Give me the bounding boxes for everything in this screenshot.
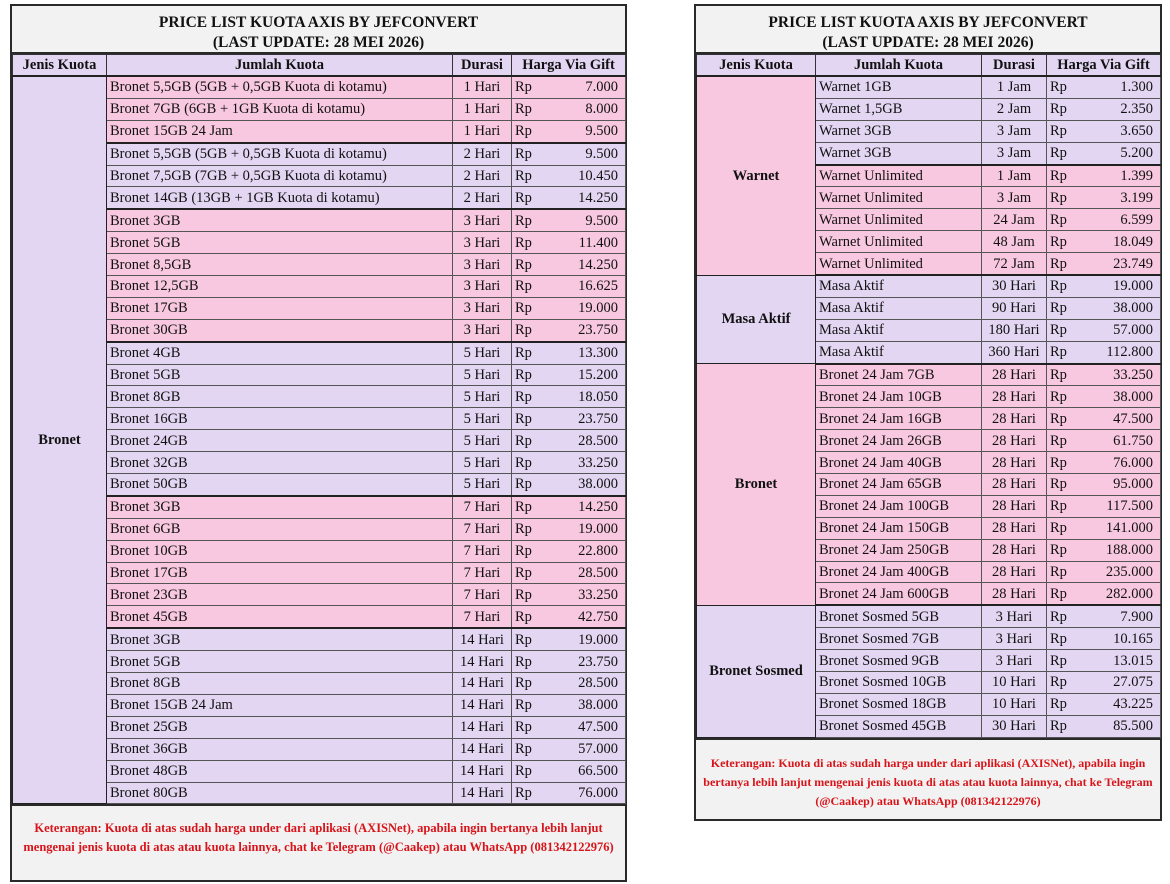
durasi-cell: 7 Hari bbox=[453, 584, 512, 606]
price-cell: 8.000 bbox=[552, 98, 626, 120]
currency-cell: Rp bbox=[1047, 452, 1085, 474]
currency-cell: Rp bbox=[1047, 495, 1085, 517]
kuota-cell: Bronet 5GB bbox=[107, 651, 453, 673]
kuota-cell: Bronet 36GB bbox=[107, 738, 453, 760]
currency-cell: Rp bbox=[1047, 253, 1085, 275]
table-row bbox=[697, 76, 1161, 98]
currency-cell: Rp bbox=[1047, 364, 1085, 386]
currency-cell: Rp bbox=[1047, 209, 1085, 231]
header-harga: Harga Via Gift bbox=[1047, 55, 1161, 77]
durasi-cell: 28 Hari bbox=[982, 364, 1047, 386]
price-cell: 11.400 bbox=[552, 232, 626, 254]
durasi-cell: 24 Jam bbox=[982, 209, 1047, 231]
currency-cell: Rp bbox=[512, 276, 552, 298]
kuota-cell: Masa Aktif bbox=[816, 275, 982, 297]
price-cell: 76.000 bbox=[552, 782, 626, 804]
left-header-row bbox=[13, 55, 626, 77]
price-cell: 76.000 bbox=[1085, 452, 1161, 474]
price-cell: 15.200 bbox=[552, 364, 626, 386]
durasi-cell: 3 Jam bbox=[982, 187, 1047, 209]
currency-cell: Rp bbox=[512, 297, 552, 319]
kuota-cell: Bronet 24 Jam 400GB bbox=[816, 561, 982, 583]
currency-cell: Rp bbox=[1047, 187, 1085, 209]
kuota-cell: Bronet 6GB bbox=[107, 518, 453, 540]
kuota-cell: Bronet 24 Jam 600GB bbox=[816, 583, 982, 605]
currency-cell: Rp bbox=[512, 254, 552, 276]
price-cell: 13.300 bbox=[552, 342, 626, 364]
header-harga: Harga Via Gift bbox=[512, 55, 626, 77]
price-cell: 9.500 bbox=[552, 143, 626, 165]
price-cell: 3.199 bbox=[1085, 187, 1161, 209]
durasi-cell: 3 Jam bbox=[982, 142, 1047, 164]
kuota-cell: Bronet Sosmed 45GB bbox=[816, 715, 982, 737]
kuota-cell: Bronet 24 Jam 65GB bbox=[816, 474, 982, 496]
price-cell: 9.500 bbox=[552, 209, 626, 231]
kuota-cell: Warnet 3GB bbox=[816, 120, 982, 142]
price-cell: 33.250 bbox=[1085, 364, 1161, 386]
currency-cell: Rp bbox=[512, 452, 552, 474]
durasi-cell: 14 Hari bbox=[453, 782, 512, 804]
price-cell: 13.015 bbox=[1085, 650, 1161, 672]
currency-cell: Rp bbox=[512, 694, 552, 716]
kuota-cell: Bronet 8,5GB bbox=[107, 254, 453, 276]
durasi-cell: 3 Hari bbox=[453, 319, 512, 341]
durasi-cell: 14 Hari bbox=[453, 694, 512, 716]
price-cell: 85.500 bbox=[1085, 715, 1161, 737]
price-cell: 38.000 bbox=[552, 694, 626, 716]
price-cell: 23.750 bbox=[552, 408, 626, 430]
durasi-cell: 7 Hari bbox=[453, 518, 512, 540]
price-cell: 28.500 bbox=[552, 562, 626, 584]
durasi-cell: 28 Hari bbox=[982, 561, 1047, 583]
price-cell: 14.250 bbox=[552, 496, 626, 518]
group-label: Bronet bbox=[697, 364, 816, 606]
durasi-cell: 2 Hari bbox=[453, 165, 512, 187]
kuota-cell: Bronet 45GB bbox=[107, 606, 453, 628]
price-cell: 188.000 bbox=[1085, 539, 1161, 561]
durasi-cell: 3 Hari bbox=[453, 276, 512, 298]
header-durasi: Durasi bbox=[453, 55, 512, 77]
kuota-cell: Masa Aktif bbox=[816, 341, 982, 363]
currency-cell: Rp bbox=[1047, 275, 1085, 297]
kuota-cell: Bronet Sosmed 9GB bbox=[816, 650, 982, 672]
durasi-cell: 48 Jam bbox=[982, 231, 1047, 253]
header-jenis-kuota: Jenis Kuota bbox=[13, 55, 107, 77]
currency-cell: Rp bbox=[512, 364, 552, 386]
durasi-cell: 10 Hari bbox=[982, 672, 1047, 694]
kuota-cell: Bronet Sosmed 10GB bbox=[816, 672, 982, 694]
header-jenis-kuota: Jenis Kuota bbox=[697, 55, 816, 77]
kuota-cell: Bronet 8GB bbox=[107, 673, 453, 695]
price-cell: 19.000 bbox=[552, 297, 626, 319]
currency-cell: Rp bbox=[512, 518, 552, 540]
durasi-cell: 3 Hari bbox=[453, 254, 512, 276]
currency-cell: Rp bbox=[1047, 142, 1085, 164]
kuota-cell: Bronet 24GB bbox=[107, 430, 453, 452]
table-row bbox=[697, 275, 1161, 297]
price-cell: 1.399 bbox=[1085, 165, 1161, 187]
group-label: Warnet bbox=[697, 76, 816, 275]
currency-cell: Rp bbox=[1047, 76, 1085, 98]
price-cell: 19.000 bbox=[552, 628, 626, 650]
durasi-cell: 2 Jam bbox=[982, 98, 1047, 120]
durasi-cell: 14 Hari bbox=[453, 628, 512, 650]
durasi-cell: 30 Hari bbox=[982, 715, 1047, 737]
durasi-cell: 1 Hari bbox=[453, 98, 512, 120]
kuota-cell: Warnet Unlimited bbox=[816, 253, 982, 275]
durasi-cell: 5 Hari bbox=[453, 408, 512, 430]
left-table-body bbox=[13, 76, 626, 804]
currency-cell: Rp bbox=[512, 98, 552, 120]
currency-cell: Rp bbox=[512, 782, 552, 804]
kuota-cell: Bronet Sosmed 5GB bbox=[816, 605, 982, 627]
currency-cell: Rp bbox=[1047, 628, 1085, 650]
currency-cell: Rp bbox=[1047, 98, 1085, 120]
group-label: Masa Aktif bbox=[697, 275, 816, 364]
kuota-cell: Bronet 17GB bbox=[107, 562, 453, 584]
currency-cell: Rp bbox=[512, 386, 552, 408]
price-cell: 112.800 bbox=[1085, 341, 1161, 363]
right-table-body bbox=[697, 76, 1161, 737]
durasi-cell: 7 Hari bbox=[453, 562, 512, 584]
durasi-cell: 28 Hari bbox=[982, 517, 1047, 539]
table-row bbox=[13, 76, 626, 98]
durasi-cell: 2 Hari bbox=[453, 143, 512, 165]
price-cell: 3.650 bbox=[1085, 120, 1161, 142]
price-cell: 22.800 bbox=[552, 540, 626, 562]
currency-cell: Rp bbox=[1047, 517, 1085, 539]
durasi-cell: 14 Hari bbox=[453, 760, 512, 782]
left-title-line2: (LAST UPDATE: 28 MEI 2026) bbox=[212, 34, 425, 51]
kuota-cell: Bronet 80GB bbox=[107, 782, 453, 804]
price-cell: 61.750 bbox=[1085, 430, 1161, 452]
price-cell: 10.450 bbox=[552, 165, 626, 187]
kuota-cell: Masa Aktif bbox=[816, 297, 982, 319]
kuota-cell: Bronet 7,5GB (7GB + 0,5GB Kuota di kotamu) bbox=[107, 165, 453, 187]
price-cell: 235.000 bbox=[1085, 561, 1161, 583]
durasi-cell: 3 Hari bbox=[453, 297, 512, 319]
price-cell: 6.599 bbox=[1085, 209, 1161, 231]
durasi-cell: 7 Hari bbox=[453, 496, 512, 518]
kuota-cell: Bronet 5,5GB (5GB + 0,5GB Kuota di kotamu) bbox=[107, 143, 453, 165]
price-cell: 1.300 bbox=[1085, 76, 1161, 98]
durasi-cell: 3 Hari bbox=[982, 605, 1047, 627]
currency-cell: Rp bbox=[1047, 650, 1085, 672]
currency-cell: Rp bbox=[1047, 120, 1085, 142]
currency-cell: Rp bbox=[1047, 539, 1085, 561]
durasi-cell: 28 Hari bbox=[982, 495, 1047, 517]
currency-cell: Rp bbox=[512, 120, 552, 142]
price-cell: 18.050 bbox=[552, 386, 626, 408]
price-cell: 2.350 bbox=[1085, 98, 1161, 120]
currency-cell: Rp bbox=[1047, 715, 1085, 737]
durasi-cell: 5 Hari bbox=[453, 364, 512, 386]
kuota-cell: Bronet 5GB bbox=[107, 364, 453, 386]
kuota-cell: Bronet 24 Jam 26GB bbox=[816, 430, 982, 452]
currency-cell: Rp bbox=[1047, 297, 1085, 319]
kuota-cell: Bronet 3GB bbox=[107, 209, 453, 231]
kuota-cell: Warnet Unlimited bbox=[816, 231, 982, 253]
price-cell: 57.000 bbox=[552, 738, 626, 760]
durasi-cell: 360 Hari bbox=[982, 341, 1047, 363]
currency-cell: Rp bbox=[1047, 583, 1085, 605]
kuota-cell: Bronet 24 Jam 10GB bbox=[816, 386, 982, 408]
price-cell: 47.500 bbox=[1085, 408, 1161, 430]
kuota-cell: Warnet Unlimited bbox=[816, 187, 982, 209]
currency-cell: Rp bbox=[512, 738, 552, 760]
price-cell: 42.750 bbox=[552, 606, 626, 628]
price-cell: 27.075 bbox=[1085, 672, 1161, 694]
durasi-cell: 1 Jam bbox=[982, 76, 1047, 98]
durasi-cell: 3 Jam bbox=[982, 120, 1047, 142]
durasi-cell: 1 Jam bbox=[982, 165, 1047, 187]
currency-cell: Rp bbox=[1047, 231, 1085, 253]
kuota-cell: Warnet 1,5GB bbox=[816, 98, 982, 120]
kuota-cell: Warnet Unlimited bbox=[816, 209, 982, 231]
header-durasi: Durasi bbox=[982, 55, 1047, 77]
right-title-line2: (LAST UPDATE: 28 MEI 2026) bbox=[822, 34, 1034, 51]
price-cell: 7.000 bbox=[552, 76, 626, 98]
durasi-cell: 28 Hari bbox=[982, 386, 1047, 408]
currency-cell: Rp bbox=[1047, 474, 1085, 496]
durasi-cell: 28 Hari bbox=[982, 539, 1047, 561]
durasi-cell: 2 Hari bbox=[453, 187, 512, 209]
durasi-cell: 1 Hari bbox=[453, 76, 512, 98]
currency-cell: Rp bbox=[512, 562, 552, 584]
durasi-cell: 3 Hari bbox=[453, 209, 512, 231]
price-cell: 57.000 bbox=[1085, 319, 1161, 341]
durasi-cell: 180 Hari bbox=[982, 319, 1047, 341]
currency-cell: Rp bbox=[512, 232, 552, 254]
currency-cell: Rp bbox=[1047, 341, 1085, 363]
left-note: Keterangan: Kuota di atas sudah harga under dari aplikasi (AXISNet), apabila ingin bertanya lebih lanjut mengenai jenis kuota di atas atau kuota lainnya, chat ke Telegram (@Caakep) atau WhatsApp (081342122976) bbox=[12, 804, 625, 857]
currency-cell: Rp bbox=[512, 540, 552, 562]
price-cell: 33.250 bbox=[552, 452, 626, 474]
right-title bbox=[696, 6, 1160, 54]
kuota-cell: Bronet 23GB bbox=[107, 584, 453, 606]
kuota-cell: Bronet 50GB bbox=[107, 474, 453, 496]
durasi-cell: 5 Hari bbox=[453, 474, 512, 496]
kuota-cell: Warnet Unlimited bbox=[816, 165, 982, 187]
durasi-cell: 14 Hari bbox=[453, 738, 512, 760]
kuota-cell: Bronet 24 Jam 7GB bbox=[816, 364, 982, 386]
currency-cell: Rp bbox=[512, 430, 552, 452]
currency-cell: Rp bbox=[1047, 386, 1085, 408]
durasi-cell: 28 Hari bbox=[982, 583, 1047, 605]
durasi-cell: 3 Hari bbox=[982, 628, 1047, 650]
kuota-cell: Bronet 5GB bbox=[107, 232, 453, 254]
currency-cell: Rp bbox=[512, 584, 552, 606]
right-price-table bbox=[696, 54, 1161, 738]
price-cell: 43.225 bbox=[1085, 693, 1161, 715]
currency-cell: Rp bbox=[512, 209, 552, 231]
table-row bbox=[697, 605, 1161, 627]
durasi-cell: 28 Hari bbox=[982, 474, 1047, 496]
kuota-cell: Bronet 14GB (13GB + 1GB Kuota di kotamu) bbox=[107, 187, 453, 209]
kuota-cell: Bronet 25GB bbox=[107, 716, 453, 738]
durasi-cell: 72 Jam bbox=[982, 253, 1047, 275]
price-cell: 14.250 bbox=[552, 187, 626, 209]
currency-cell: Rp bbox=[512, 342, 552, 364]
currency-cell: Rp bbox=[1047, 165, 1085, 187]
durasi-cell: 7 Hari bbox=[453, 540, 512, 562]
kuota-cell: Bronet 15GB 24 Jam bbox=[107, 694, 453, 716]
price-cell: 23.750 bbox=[552, 651, 626, 673]
right-header-row bbox=[697, 55, 1161, 77]
currency-cell: Rp bbox=[1047, 693, 1085, 715]
kuota-cell: Bronet 10GB bbox=[107, 540, 453, 562]
kuota-cell: Bronet 16GB bbox=[107, 408, 453, 430]
durasi-cell: 90 Hari bbox=[982, 297, 1047, 319]
kuota-cell: Bronet 4GB bbox=[107, 342, 453, 364]
price-cell: 28.500 bbox=[552, 673, 626, 695]
currency-cell: Rp bbox=[512, 606, 552, 628]
currency-cell: Rp bbox=[512, 496, 552, 518]
currency-cell: Rp bbox=[512, 76, 552, 98]
price-cell: 28.500 bbox=[552, 430, 626, 452]
currency-cell: Rp bbox=[1047, 561, 1085, 583]
currency-cell: Rp bbox=[512, 474, 552, 496]
price-cell: 10.165 bbox=[1085, 628, 1161, 650]
price-cell: 5.200 bbox=[1085, 142, 1161, 164]
price-cell: 141.000 bbox=[1085, 517, 1161, 539]
kuota-cell: Bronet 17GB bbox=[107, 297, 453, 319]
price-cell: 47.500 bbox=[552, 716, 626, 738]
currency-cell: Rp bbox=[512, 651, 552, 673]
kuota-cell: Bronet 30GB bbox=[107, 319, 453, 341]
group-label: Bronet bbox=[13, 76, 107, 804]
durasi-cell: 28 Hari bbox=[982, 408, 1047, 430]
durasi-cell: 5 Hari bbox=[453, 342, 512, 364]
right-note: Keterangan: Kuota di atas sudah harga under dari aplikasi (AXISNet), apabila ingin bertanya lebih lanjut mengenai jenis kuota di atas atau kuota lainnya, chat ke Telegram (@Caakep) atau WhatsApp (081342122976) bbox=[696, 738, 1160, 811]
durasi-cell: 3 Hari bbox=[453, 232, 512, 254]
price-cell: 19.000 bbox=[552, 518, 626, 540]
left-title-line1: PRICE LIST KUOTA AXIS BY JEFCONVERT bbox=[158, 14, 479, 31]
price-cell: 18.049 bbox=[1085, 231, 1161, 253]
kuota-cell: Bronet 24 Jam 250GB bbox=[816, 539, 982, 561]
price-cell: 38.000 bbox=[552, 474, 626, 496]
currency-cell: Rp bbox=[1047, 319, 1085, 341]
price-cell: 282.000 bbox=[1085, 583, 1161, 605]
durasi-cell: 14 Hari bbox=[453, 673, 512, 695]
right-title-line1: PRICE LIST KUOTA AXIS BY JEFCONVERT bbox=[768, 14, 1088, 31]
left-title bbox=[12, 6, 625, 54]
currency-cell: Rp bbox=[512, 143, 552, 165]
price-cell: 38.000 bbox=[1085, 297, 1161, 319]
price-cell: 9.500 bbox=[552, 120, 626, 142]
price-cell: 117.500 bbox=[1085, 495, 1161, 517]
kuota-cell: Bronet 24 Jam 100GB bbox=[816, 495, 982, 517]
kuota-cell: Bronet 12,5GB bbox=[107, 276, 453, 298]
durasi-cell: 28 Hari bbox=[982, 430, 1047, 452]
price-cell: 33.250 bbox=[552, 584, 626, 606]
currency-cell: Rp bbox=[512, 165, 552, 187]
currency-cell: Rp bbox=[1047, 408, 1085, 430]
kuota-cell: Bronet 3GB bbox=[107, 628, 453, 650]
group-label: Bronet Sosmed bbox=[697, 605, 816, 737]
durasi-cell: 5 Hari bbox=[453, 386, 512, 408]
left-price-table bbox=[12, 54, 626, 804]
price-cell: 7.900 bbox=[1085, 605, 1161, 627]
currency-cell: Rp bbox=[512, 319, 552, 341]
kuota-cell: Bronet 5,5GB (5GB + 0,5GB Kuota di kotamu) bbox=[107, 76, 453, 98]
durasi-cell: 5 Hari bbox=[453, 452, 512, 474]
left-price-panel bbox=[10, 4, 627, 882]
price-cell: 14.250 bbox=[552, 254, 626, 276]
right-price-panel bbox=[694, 4, 1162, 821]
durasi-cell: 3 Hari bbox=[982, 650, 1047, 672]
kuota-cell: Bronet Sosmed 7GB bbox=[816, 628, 982, 650]
kuota-cell: Masa Aktif bbox=[816, 319, 982, 341]
header-jumlah-kuota: Jumlah Kuota bbox=[107, 55, 453, 77]
kuota-cell: Warnet 3GB bbox=[816, 142, 982, 164]
kuota-cell: Bronet 24 Jam 16GB bbox=[816, 408, 982, 430]
kuota-cell: Bronet 3GB bbox=[107, 496, 453, 518]
durasi-cell: 10 Hari bbox=[982, 693, 1047, 715]
currency-cell: Rp bbox=[512, 408, 552, 430]
header-jumlah-kuota: Jumlah Kuota bbox=[816, 55, 982, 77]
kuota-cell: Bronet 15GB 24 Jam bbox=[107, 120, 453, 142]
price-cell: 19.000 bbox=[1085, 275, 1161, 297]
price-cell: 16.625 bbox=[552, 276, 626, 298]
currency-cell: Rp bbox=[512, 187, 552, 209]
durasi-cell: 14 Hari bbox=[453, 716, 512, 738]
currency-cell: Rp bbox=[512, 673, 552, 695]
currency-cell: Rp bbox=[512, 716, 552, 738]
kuota-cell: Bronet 48GB bbox=[107, 760, 453, 782]
kuota-cell: Bronet Sosmed 18GB bbox=[816, 693, 982, 715]
currency-cell: Rp bbox=[1047, 672, 1085, 694]
kuota-cell: Bronet 24 Jam 40GB bbox=[816, 452, 982, 474]
durasi-cell: 7 Hari bbox=[453, 606, 512, 628]
kuota-cell: Bronet 32GB bbox=[107, 452, 453, 474]
kuota-cell: Bronet 7GB (6GB + 1GB Kuota di kotamu) bbox=[107, 98, 453, 120]
durasi-cell: 1 Hari bbox=[453, 120, 512, 142]
currency-cell: Rp bbox=[1047, 430, 1085, 452]
price-cell: 66.500 bbox=[552, 760, 626, 782]
price-cell: 23.749 bbox=[1085, 253, 1161, 275]
currency-cell: Rp bbox=[512, 628, 552, 650]
price-cell: 23.750 bbox=[552, 319, 626, 341]
currency-cell: Rp bbox=[512, 760, 552, 782]
price-cell: 38.000 bbox=[1085, 386, 1161, 408]
kuota-cell: Bronet 8GB bbox=[107, 386, 453, 408]
table-row bbox=[697, 364, 1161, 386]
kuota-cell: Bronet 24 Jam 150GB bbox=[816, 517, 982, 539]
durasi-cell: 30 Hari bbox=[982, 275, 1047, 297]
currency-cell: Rp bbox=[1047, 605, 1085, 627]
price-cell: 95.000 bbox=[1085, 474, 1161, 496]
durasi-cell: 14 Hari bbox=[453, 651, 512, 673]
durasi-cell: 28 Hari bbox=[982, 452, 1047, 474]
kuota-cell: Warnet 1GB bbox=[816, 76, 982, 98]
durasi-cell: 5 Hari bbox=[453, 430, 512, 452]
